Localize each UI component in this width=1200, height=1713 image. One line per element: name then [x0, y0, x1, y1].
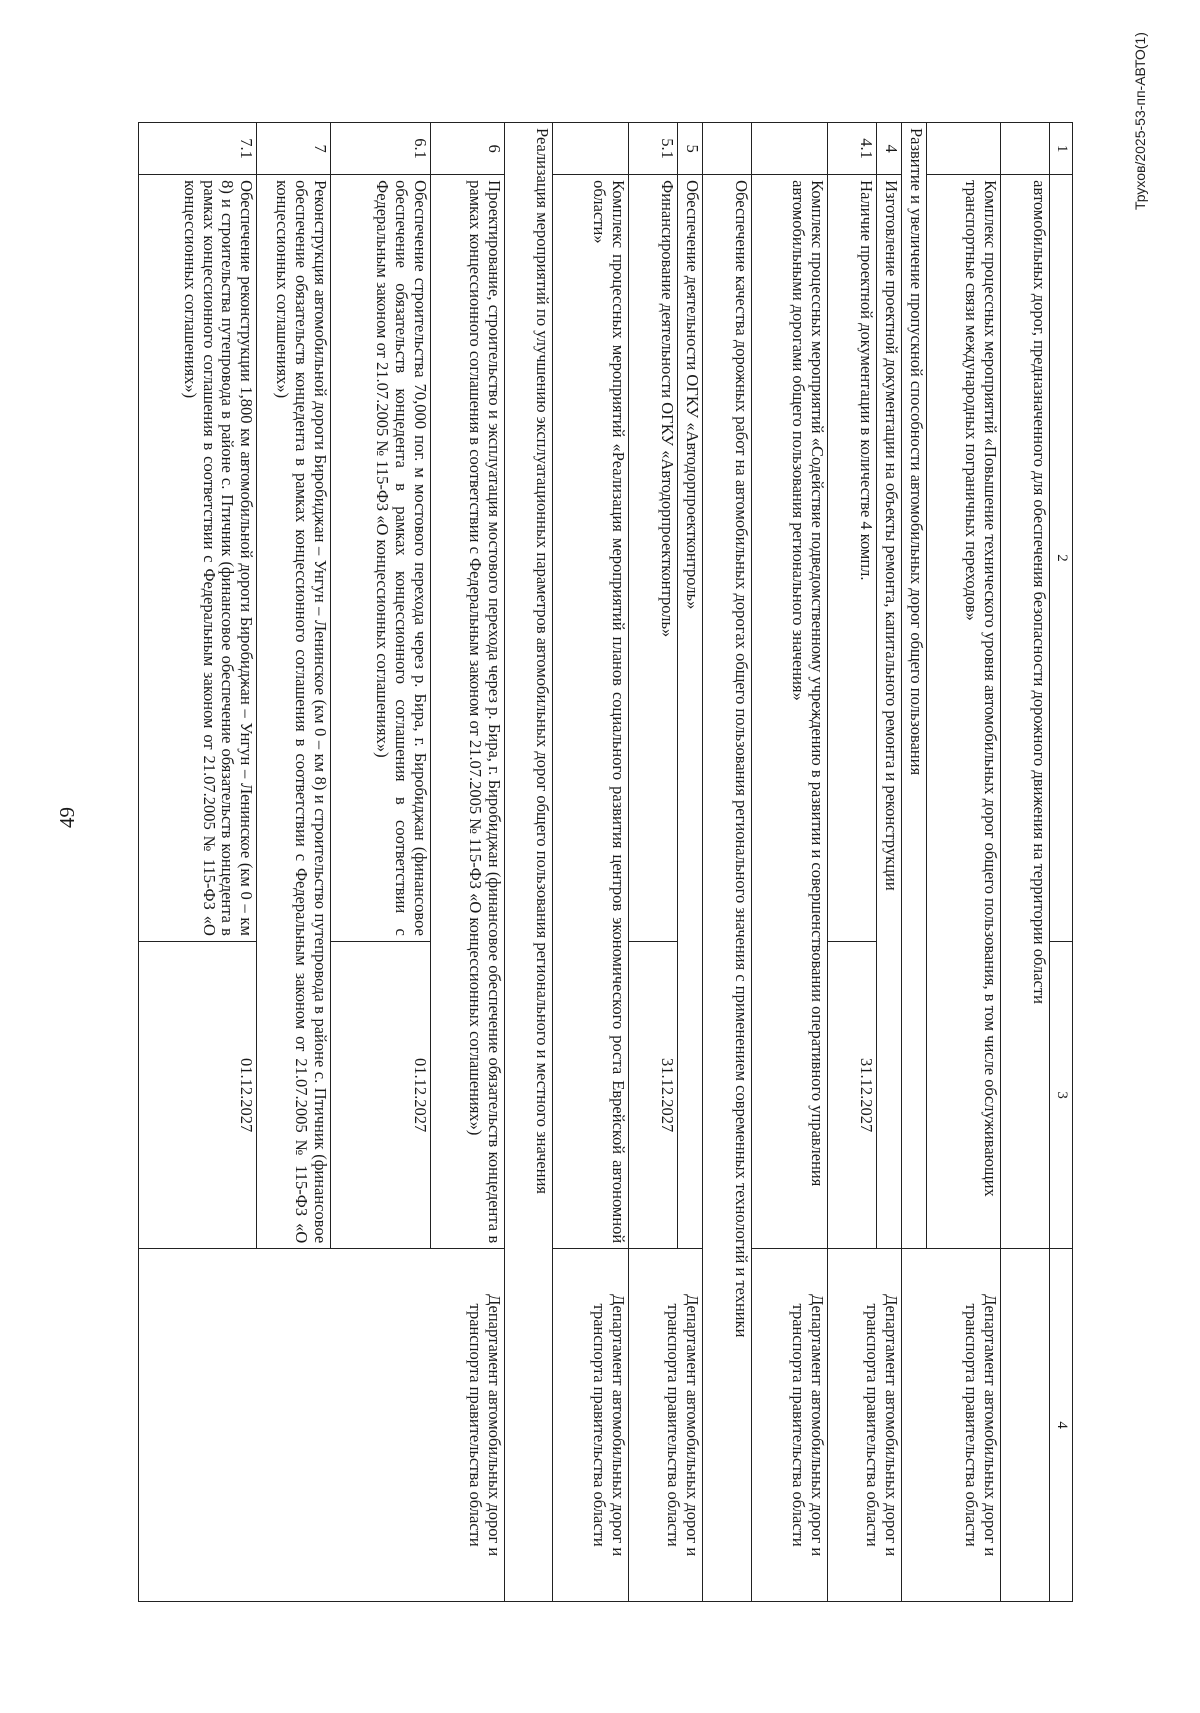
row-text: Обеспечение деятельности ОГКУ «Автодорпроектконтроль» — [677, 175, 702, 1249]
document-reference: Трухов/2025-53-пп-АВТО(1) — [1132, 32, 1148, 210]
row-text: Реализация мероприятий по улучшению эксплуатационных параметров автомобильных дорог общего пользования регионального и местного значения — [504, 123, 553, 1602]
row-text: автомобильных дорог, предназначенного для обеспечения безопасности дорожного движения на территории области — [1001, 175, 1050, 1249]
measures-table — [138, 122, 1073, 1602]
row-date: 31.12.2027 — [827, 941, 876, 1248]
row-text: Финансирование деятельности ОГКУ «Автодорпроектконтроль» — [629, 175, 678, 942]
table-row — [876, 123, 901, 1602]
row-number: 5.1 — [629, 123, 678, 175]
row-text: Изготовление проектной документации на объекты ремонта, капитального ремонта и реконструкции — [876, 175, 901, 1249]
page-number: 49 — [55, 807, 79, 828]
row-date: 31.12.2027 — [629, 941, 678, 1248]
row-text: Реконструкция автомобильной дороги Биробиджан – Унгун – Ленинское (км 0 – км 8) и строительство путепровода в районе с. Птичник (финансовое обеспечение обязательств концедента в рамках концессионного соглашения в соответствии с Федеральным законом от 21.07.2005 № 115-ФЗ «О концессионных соглашениях») — [257, 175, 331, 1249]
row-text: Развитие и увеличение пропускной способности автомобильных дорог общего пользования — [901, 123, 926, 1249]
table-row — [751, 123, 827, 1602]
col-header-2: 2 — [1049, 175, 1072, 942]
table-row — [553, 123, 629, 1602]
table-row — [504, 123, 553, 1602]
responsible-cell: Департамент автомобильных дорог и транспорта правительства области — [629, 1249, 703, 1602]
col-header-4: 4 — [1049, 1249, 1072, 1602]
row-number: 7.1 — [139, 123, 257, 175]
row-text: Обеспечение качества дорожных работ на автомобильных дорогах общего пользования регионального значения с применением современных технологий и техники — [703, 175, 752, 1602]
row-text: Комплекс процессных мероприятий «Реализация мероприятий планов социального развития центров экономического роста Еврейской автономной области» — [553, 175, 629, 1249]
responsible-cell: Департамент автомобильных дорог и транспорта правительства области — [901, 1249, 1000, 1602]
row-number: 6.1 — [331, 123, 430, 175]
row-number: 4 — [876, 123, 901, 175]
row-number: 7 — [257, 123, 331, 175]
table-header-row — [1049, 123, 1072, 1602]
col-header-3: 3 — [1049, 941, 1072, 1248]
row-number: 5 — [677, 123, 702, 175]
responsible-cell: Департамент автомобильных дорог и транспорта правительства области — [553, 1249, 629, 1602]
responsible-cell: Департамент автомобильных дорог и транспорта правительства области — [751, 1249, 827, 1602]
table-row — [703, 123, 752, 1602]
col-header-1: 1 — [1049, 123, 1072, 175]
row-number: 4.1 — [827, 123, 876, 175]
row-date: 01.12.2027 — [331, 941, 430, 1248]
responsible-cell: Департамент автомобильных дорог и транспорта правительства области — [827, 1249, 901, 1602]
row-text: Обеспечение строительства 70,000 пог. м мостового перехода через р. Бира, г. Биробиджан (финансовое обеспечение обязательств концедента в рамках концессионного соглашения в соответствии с Федеральным законом от 21.07.2005 № 115-ФЗ «О концессионных соглашениях») — [331, 175, 430, 942]
responsible-cell: Департамент автомобильных дорог и транспорта правительства области — [139, 1249, 505, 1602]
document-table-frame — [138, 122, 1073, 1602]
row-text: Наличие проектной документации в количестве 4 компл. — [827, 175, 876, 942]
row-text: Комплекс процессных мероприятий «Содействие подведомственному учреждению в развитии и совершенствовании оперативного управления автомобильными дорогами общего пользования регионального значения» — [751, 175, 827, 1249]
table-row — [430, 123, 504, 1602]
row-date: 01.12.2027 — [139, 941, 257, 1248]
row-text: Обеспечение реконструкции 1,800 км автомобильной дороги Биробиджан – Унгун – Ленинское (км 0 – км 8) и строительства путепровода в районе с. Птичник (финансовое обеспечение обязательств концедента в рамках концессионного соглашения в соответствии с Федеральным законом от 21.07.2005 № 115-ФЗ «О концессионных соглашениях») — [139, 175, 257, 942]
row-text: Проектирование, строительство и эксплуатация мостового перехода через р. Бира, г. Биробиджан (финансовое обеспечение обязательств концедента в рамках концессионного соглашения в соответствии с Федеральным законом от 21.07.2005 № 115-ФЗ «О концессионных соглашениях») — [430, 175, 504, 1249]
table-row — [677, 123, 702, 1602]
row-text: Комплекс процессных мероприятий «Повышение технического уровня автомобильных дорог общего пользования, в том числе обслуживающих транспортные связи международных пограничных переходов» — [927, 175, 1001, 1249]
table-row — [927, 123, 1001, 1602]
table-row — [1001, 123, 1050, 1602]
row-number: 6 — [430, 123, 504, 175]
